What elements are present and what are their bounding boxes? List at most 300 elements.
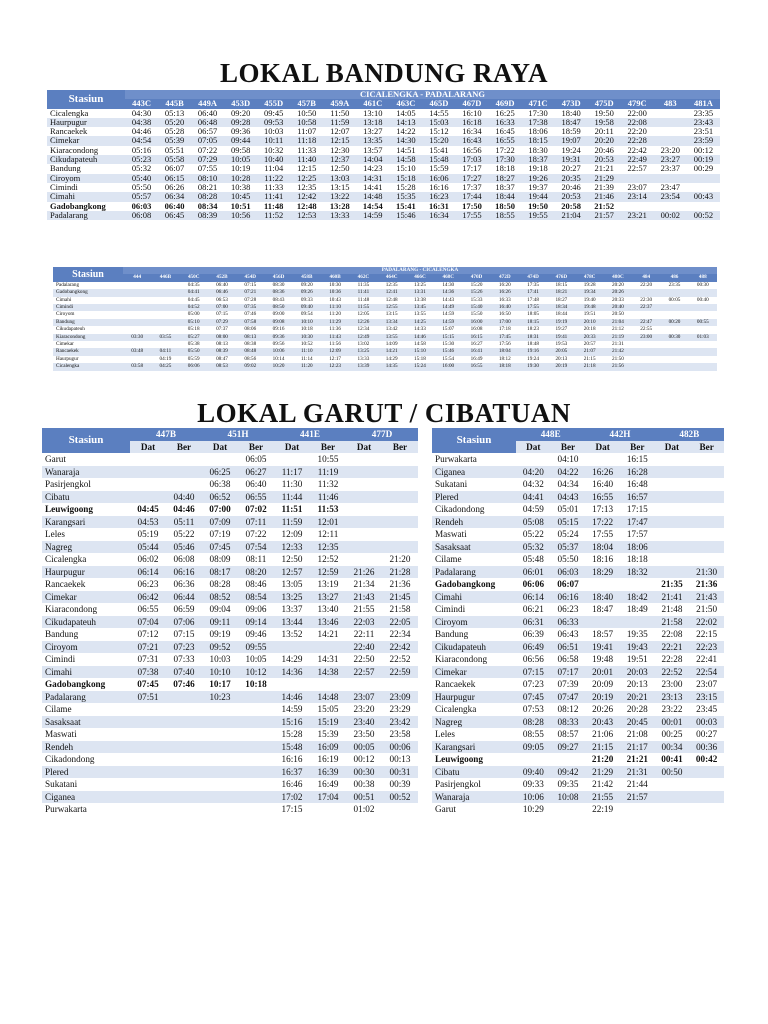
time-cell: 07:00 — [209, 504, 231, 514]
time-cell: 11:29 — [321, 319, 349, 326]
time-cell — [166, 466, 202, 479]
time-cell: 18:47 — [592, 604, 614, 614]
time-cell: 21:04 — [604, 319, 632, 326]
time-cell: 19:41 — [585, 641, 620, 654]
station-name: Leles — [45, 529, 65, 539]
train-number: 463C — [389, 99, 422, 108]
time-cell: 22:59 — [382, 666, 418, 679]
table-row — [432, 791, 724, 804]
time-cell: 12:33 — [274, 541, 310, 554]
time-cell: 23:29 — [389, 704, 411, 714]
station-name: Rancaekek — [435, 679, 476, 689]
time-cell — [238, 753, 274, 766]
time-cell — [660, 304, 688, 311]
time-cell: 05:37 — [551, 541, 586, 554]
time-cell: 20:19 — [585, 691, 620, 704]
time-cell: 07:29 — [208, 319, 236, 326]
time-cell: 21:34 — [353, 579, 375, 589]
time-cell: 21:19 — [604, 334, 632, 341]
time-cell: 16:16 — [281, 754, 303, 764]
time-cell — [689, 466, 724, 479]
table-row — [432, 741, 724, 754]
time-cell: 18:18 — [491, 363, 519, 370]
train-number: 475D — [588, 99, 621, 108]
station-name: Cimahi — [432, 591, 516, 604]
table-row — [432, 753, 724, 766]
time-cell: 12:42 — [290, 192, 323, 201]
time-cell: 17:17 — [462, 164, 482, 174]
time-cell: 16:37 — [274, 766, 310, 779]
time-cell — [310, 641, 346, 654]
dat-label: Dat — [130, 441, 166, 454]
time-cell: 09:58 — [230, 145, 251, 155]
time-cell: 18:29 — [585, 566, 620, 579]
station-name: Sukatani — [45, 779, 78, 789]
time-cell: 16:27 — [470, 341, 483, 348]
time-cell: 18:40 — [561, 108, 581, 118]
station-name: Cimekar — [42, 591, 130, 604]
time-cell: 08:28 — [516, 716, 551, 729]
train-number: 461C — [356, 99, 389, 108]
time-cell — [655, 553, 690, 566]
time-cell: 07:19 — [209, 529, 231, 539]
time-cell: 21:36 — [389, 579, 411, 589]
time-cell: 21:26 — [346, 566, 382, 579]
time-cell: 09:14 — [238, 616, 274, 629]
ber-label: Ber — [620, 441, 655, 454]
station-name: Pasirjengkol — [45, 479, 91, 489]
time-cell: 12:30 — [330, 145, 350, 155]
dat-label: Dat — [655, 441, 690, 454]
time-cell: 20:33 — [612, 296, 624, 303]
time-cell: 11:20 — [329, 311, 341, 318]
time-cell: 17:55 — [455, 211, 488, 220]
station-name: Bandung — [50, 164, 81, 174]
table-row — [432, 778, 724, 791]
time-cell: 05:24 — [557, 529, 579, 539]
time-cell: 17:50 — [462, 201, 482, 211]
time-cell: 23:47 — [660, 182, 680, 192]
time-cell: 20:10 — [576, 319, 604, 326]
time-cell: 14:30 — [442, 281, 455, 288]
time-cell: 10:40 — [257, 155, 290, 164]
time-cell: 19:19 — [547, 319, 575, 326]
time-cell: 21:36 — [695, 579, 718, 589]
time-cell — [382, 466, 418, 479]
time-cell — [689, 503, 724, 516]
station-name: Purwakarta — [45, 804, 87, 814]
time-cell: 08:52 — [202, 591, 238, 604]
time-cell: 18:47 — [555, 118, 588, 127]
time-cell: 13:10 — [363, 108, 383, 118]
time-cell: 22:52 — [655, 666, 690, 679]
time-cell: 14:21 — [317, 629, 339, 639]
time-cell: 23:07 — [627, 182, 647, 192]
time-cell — [238, 741, 274, 754]
table-row — [432, 566, 724, 579]
table-row — [42, 653, 418, 666]
time-cell — [238, 703, 274, 716]
time-cell: 05:27 — [180, 334, 208, 341]
table-row — [432, 553, 724, 566]
station-name: Cimindi — [435, 604, 466, 614]
time-cell: 21:18 — [576, 363, 604, 370]
table-row — [42, 766, 418, 779]
time-cell: 21:57 — [620, 791, 655, 804]
time-cell: 13:37 — [281, 604, 303, 614]
ber-label: Ber — [238, 441, 274, 454]
time-cell: 21:41 — [655, 591, 690, 604]
time-cell: 08:21 — [197, 182, 218, 192]
time-cell: 12:15 — [323, 136, 356, 145]
time-cell: 07:47 — [551, 691, 586, 704]
time-cell: 18:23 — [527, 326, 539, 333]
time-cell: 08:06 — [244, 326, 257, 333]
train-number: 473D — [555, 99, 588, 108]
time-cell — [123, 319, 151, 326]
time-cell: 13:42 — [385, 326, 398, 333]
time-cell: 11:59 — [323, 118, 356, 127]
time-cell: 07:11 — [238, 516, 274, 529]
time-cell: 15:12 — [429, 127, 449, 137]
time-cell: 07:35 — [236, 304, 264, 311]
time-cell: 06:58 — [557, 654, 579, 664]
time-cell: 14:55 — [429, 108, 449, 118]
time-cell: 17:13 — [592, 504, 614, 514]
time-cell — [346, 516, 382, 529]
time-cell: 06:42 — [130, 591, 166, 604]
time-cell: 04:10 — [557, 454, 579, 464]
station-name: Nagreg — [42, 541, 130, 554]
time-cell: 21:17 — [620, 741, 655, 754]
train-number: 464C — [378, 274, 406, 281]
time-cell: 15:40 — [462, 304, 490, 311]
table-padalarang-cicalengka — [53, 267, 717, 371]
time-cell: 23:27 — [654, 155, 687, 164]
table-row — [42, 453, 418, 466]
time-cell: 19:44 — [522, 192, 555, 201]
station-name: Garut — [45, 454, 66, 464]
time-cell — [238, 791, 274, 804]
time-cell: 10:52 — [300, 341, 313, 348]
time-cell: 15:41 — [429, 145, 449, 155]
time-cell — [689, 778, 724, 791]
train-number: 452B — [208, 274, 236, 281]
table-row — [42, 753, 418, 766]
station-name: Haurpugur — [42, 566, 130, 579]
time-cell: 22:41 — [696, 654, 718, 664]
time-cell: 20:18 — [583, 326, 596, 333]
time-cell: 21:21 — [626, 754, 649, 764]
table-row — [53, 289, 717, 296]
station-name: Haurpugur — [47, 118, 125, 127]
station-name: Sasaksaat — [42, 716, 130, 729]
table-row — [42, 616, 418, 629]
time-cell: 22:57 — [627, 164, 647, 174]
time-cell: 20:28 — [626, 704, 648, 714]
time-cell: 21:21 — [594, 164, 614, 174]
time-cell: 04:53 — [130, 516, 166, 529]
time-cell: 15:20 — [470, 281, 483, 288]
time-cell: 05:16 — [131, 145, 152, 155]
time-cell: 18:31 — [519, 334, 547, 341]
time-cell: 09:45 — [264, 108, 284, 118]
time-cell — [660, 363, 688, 370]
station-name: Cikadondong — [435, 504, 485, 514]
time-cell: 04:52 — [180, 304, 208, 311]
time-cell: 11:48 — [264, 201, 284, 211]
time-cell: 18:57 — [592, 629, 614, 639]
time-cell: 10:32 — [264, 145, 284, 155]
dat-label: Dat — [202, 441, 238, 454]
time-cell: 21:50 — [612, 355, 624, 362]
table-row — [47, 136, 720, 145]
table-row — [42, 491, 418, 504]
time-cell: 11:41 — [349, 289, 377, 296]
time-cell: 20:13 — [626, 679, 648, 689]
time-cell: 07:06 — [166, 616, 202, 629]
station-name: Cikadondong — [45, 754, 95, 764]
time-cell — [689, 311, 717, 318]
time-cell: 14:23 — [363, 164, 383, 174]
table-row — [432, 528, 724, 541]
time-cell: 15:20 — [422, 136, 455, 145]
dat-label: Dat — [585, 441, 620, 454]
time-cell: 08:39 — [208, 348, 236, 355]
time-cell: 22:15 — [696, 629, 718, 639]
time-cell: 17:22 — [585, 516, 620, 529]
station-name: Padalarang — [432, 566, 516, 579]
time-cell: 05:08 — [516, 516, 551, 529]
station-name: Gadobangkong — [50, 201, 106, 211]
time-cell: 18:15 — [522, 136, 555, 145]
time-cell: 07:53 — [522, 704, 544, 714]
time-cell: 00:12 — [693, 145, 714, 155]
time-cell: 16:00 — [434, 363, 462, 370]
time-cell: 20:43 — [585, 716, 620, 729]
time-cell: 06:40 — [245, 479, 267, 489]
time-cell: 00:31 — [382, 766, 418, 779]
time-cell: 09:55 — [238, 641, 274, 654]
station-name: Cimekar — [432, 666, 516, 679]
time-cell: 09:06 — [245, 604, 267, 614]
time-cell: 20:21 — [620, 691, 655, 704]
time-cell: 00:06 — [382, 741, 418, 754]
time-cell: 17:30 — [489, 155, 522, 164]
time-cell — [382, 453, 418, 466]
time-cell: 18:48 — [527, 341, 539, 348]
train-number: 456D — [264, 274, 292, 281]
time-cell: 13:33 — [357, 355, 370, 362]
time-cell — [166, 716, 202, 729]
time-cell: 17:57 — [626, 529, 648, 539]
time-cell: 23:43 — [687, 118, 720, 127]
time-cell: 09:33 — [522, 779, 544, 789]
time-cell — [689, 541, 724, 554]
time-cell: 15:30 — [442, 341, 455, 348]
time-cell: 11:19 — [310, 466, 346, 479]
time-cell: 16:15 — [462, 334, 490, 341]
station-name: Cimekar — [47, 136, 125, 145]
time-cell: 06:40 — [164, 201, 185, 211]
time-cell — [660, 348, 688, 355]
time-cell: 13:38 — [414, 296, 426, 303]
time-cell: 13:18 — [356, 118, 389, 127]
time-cell — [202, 778, 238, 791]
time-cell: 11:43 — [321, 334, 349, 341]
time-cell: 16:55 — [585, 491, 620, 504]
time-cell — [151, 341, 179, 348]
station-name: Nagreg — [432, 716, 516, 729]
time-cell: 16:49 — [317, 779, 339, 789]
time-cell: 06:03 — [551, 566, 586, 579]
time-cell: 06:40 — [216, 281, 228, 288]
table-row — [53, 297, 717, 304]
time-cell — [346, 453, 382, 466]
time-cell: 10:18 — [300, 326, 313, 333]
time-cell: 06:57 — [197, 127, 218, 137]
time-cell: 16:09 — [310, 741, 346, 754]
time-cell: 07:46 — [173, 679, 195, 689]
table-row — [53, 282, 717, 289]
table-row — [47, 202, 720, 211]
time-cell: 19:55 — [522, 211, 555, 220]
time-cell: 10:45 — [224, 192, 257, 201]
time-cell — [660, 326, 688, 333]
table-row — [47, 109, 720, 118]
time-cell: 14:59 — [442, 311, 455, 318]
time-cell: 10:06 — [516, 791, 551, 804]
time-cell: 23:22 — [661, 704, 683, 714]
time-cell: 18:12 — [498, 355, 511, 362]
time-cell: 05:11 — [166, 516, 202, 529]
station-name: Cimindi — [45, 654, 76, 664]
time-cell: 22:21 — [655, 641, 690, 654]
time-cell: 14:21 — [378, 348, 406, 355]
time-cell: 01:03 — [689, 334, 717, 341]
time-cell: 03:58 — [123, 363, 151, 370]
time-cell: 21:50 — [696, 604, 718, 614]
time-cell: 08:28 — [209, 579, 231, 589]
train-number: 471C — [522, 99, 555, 108]
time-cell: 15:03 — [422, 118, 455, 127]
time-cell: 05:39 — [158, 136, 191, 145]
time-cell: 21:43 — [346, 591, 382, 604]
time-cell: 11:33 — [297, 145, 317, 155]
time-cell: 17:30 — [528, 108, 548, 118]
table-row — [432, 628, 724, 641]
train-number: 451H — [202, 428, 274, 441]
time-cell: 05:19 — [137, 529, 159, 539]
time-cell — [202, 741, 238, 754]
time-cell — [130, 803, 166, 816]
time-cell — [382, 541, 418, 554]
time-cell: 23:21 — [621, 211, 654, 220]
train-number: 441E — [274, 428, 346, 441]
time-cell — [632, 341, 660, 348]
time-cell: 08:43 — [272, 296, 285, 303]
time-cell: 12:52 — [317, 554, 339, 564]
table-row — [42, 741, 418, 754]
station-name: Padalarang — [56, 281, 80, 288]
time-cell: 06:25 — [202, 466, 238, 479]
table-row — [432, 666, 724, 679]
time-cell: 23:37 — [660, 164, 680, 174]
station-name: Cicalengka — [53, 363, 123, 370]
time-cell: 13:15 — [385, 311, 398, 318]
time-cell: 13:28 — [329, 201, 350, 211]
time-cell: 14:59 — [281, 704, 303, 714]
table-row — [432, 541, 724, 554]
time-cell — [202, 791, 238, 804]
time-cell: 21:20 — [389, 554, 411, 564]
time-cell: 08:20 — [238, 566, 274, 579]
time-cell — [655, 491, 690, 504]
time-cell: 14:05 — [396, 108, 416, 118]
time-cell: 04:11 — [151, 348, 179, 355]
time-cell: 23:51 — [693, 127, 714, 137]
table-row — [432, 503, 724, 516]
table-row — [42, 466, 418, 479]
time-cell — [130, 703, 166, 716]
time-cell — [123, 311, 151, 318]
time-cell: 13:03 — [323, 174, 356, 183]
time-cell — [689, 478, 724, 491]
time-cell: 14:38 — [310, 666, 346, 679]
station-name: Cikudapateuh — [42, 616, 130, 629]
time-cell — [346, 491, 382, 504]
time-cell — [202, 753, 238, 766]
time-cell: 19:50 — [528, 201, 548, 211]
time-cell — [238, 778, 274, 791]
time-cell: 06:36 — [173, 579, 195, 589]
time-cell: 06:03 — [131, 201, 152, 211]
time-cell: 12:37 — [323, 155, 356, 164]
time-cell — [632, 348, 660, 355]
table-row — [432, 716, 724, 729]
table-row — [42, 778, 418, 791]
time-cell — [585, 453, 620, 466]
time-cell: 10:55 — [317, 454, 339, 464]
time-cell: 18:59 — [561, 127, 581, 137]
time-cell: 11:04 — [264, 164, 284, 174]
time-cell: 06:06 — [522, 579, 545, 589]
time-cell: 07:22 — [197, 145, 218, 155]
table-row — [432, 478, 724, 491]
time-cell: 20:57 — [583, 341, 596, 348]
time-cell: 05:22 — [522, 529, 544, 539]
time-cell — [130, 728, 166, 741]
time-cell — [346, 678, 382, 691]
station-name: Wanaraja — [42, 466, 130, 479]
time-cell: 12:49 — [349, 334, 377, 341]
time-cell: 12:41 — [378, 289, 406, 296]
time-cell: 04:41 — [180, 289, 208, 296]
time-cell — [166, 766, 202, 779]
time-cell: 18:49 — [626, 604, 648, 614]
time-cell: 06:31 — [516, 616, 551, 629]
time-cell: 15:10 — [406, 348, 434, 355]
train-number: 458B — [293, 274, 321, 281]
time-cell: 22:52 — [389, 654, 411, 664]
time-cell: 09:02 — [236, 363, 264, 370]
time-cell: 14:46 — [406, 334, 434, 341]
time-cell — [632, 356, 660, 363]
time-cell: 00:30 — [660, 334, 688, 341]
time-cell — [202, 703, 238, 716]
time-cell: 08:46 — [245, 579, 267, 589]
train-number: 472D — [491, 274, 519, 281]
